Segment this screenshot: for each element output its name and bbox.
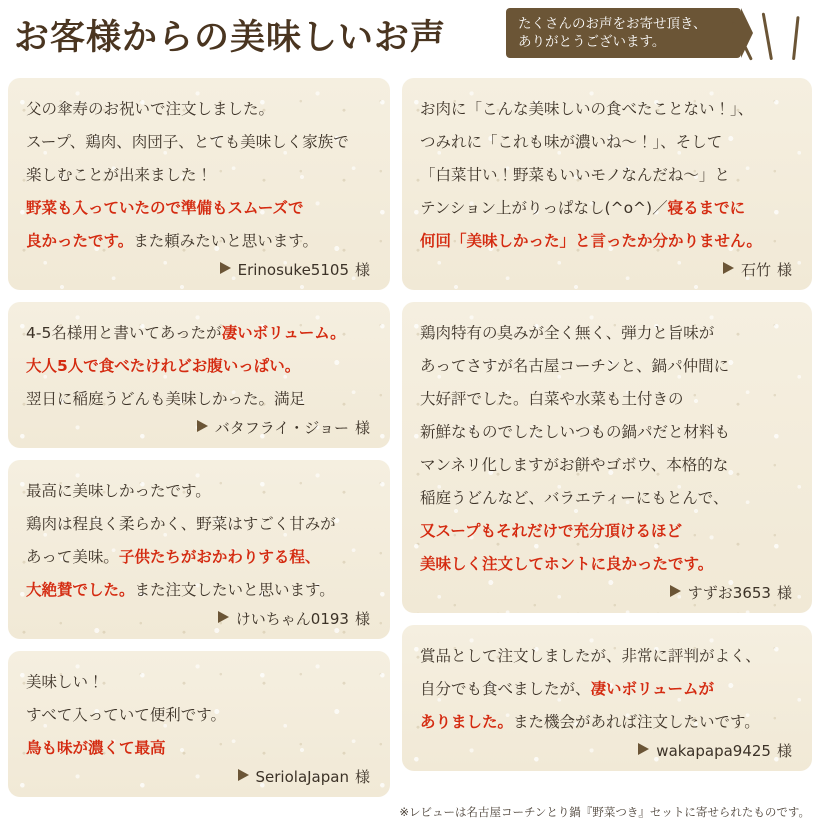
testimonial-card [8,78,390,290]
testimonial-line [420,641,794,672]
reviewer-signature [420,259,794,280]
highlighted-text: 子供たちがおかわりする程、 [118,548,321,566]
highlighted-text: 寝るまでに [667,199,746,217]
body-text: また注文したいと思います。 [134,581,335,599]
highlighted-text: 凄いボリューム。 [221,324,346,342]
reviewer-name-suffix: 様 [354,261,370,279]
reviewer-name: Erinosuke5105 [237,261,349,279]
testimonial-line [26,542,372,573]
body-text: 大好評でした。白菜や水菜も土付きの [420,390,684,408]
header-ribbon [506,8,741,58]
testimonial-line [420,674,794,705]
testimonial-card [402,302,812,613]
testimonial-line [420,127,794,158]
reviewer-signature [26,766,372,787]
body-text: 鶏肉は程良く柔らかく、野菜はすごく甘みが [26,515,336,533]
body-text: すべて入っていて便利です。 [26,706,226,724]
testimonial-line [26,509,372,540]
highlighted-text: 大絶賛でした。 [26,581,135,599]
testimonial-line [420,549,794,580]
ribbon-line-1: たくさんのお声をお寄せ頂き、 [518,16,707,32]
body-text: 美味しい！ [26,673,104,691]
highlighted-text: 美味しく注文してホントに良かったです。 [420,555,714,573]
body-text: つみれに「これも味が濃いね〜！」、そして [420,133,723,151]
testimonial-line [26,160,372,191]
body-text: 賞品として注文しましたが、非常に評判がよく、 [420,647,761,665]
page-title: お客様からの美味しいお声 [14,18,447,58]
body-text: また頼みたいと思います。 [133,232,319,250]
testimonials-page [0,4,820,824]
testimonial-line [420,417,794,448]
body-text: 楽しむことが出来ました！ [26,166,213,184]
body-text: あってさすが名古屋コーチンと、鍋パ仲間に [420,357,730,375]
body-text: 父の傘寿のお祝いで注文しました。 [26,100,275,118]
triangle-marker-icon [197,420,208,432]
reviewer-name: すずお3653 [687,584,771,602]
testimonial-line [420,351,794,382]
reviewer-name-suffix: 様 [776,261,792,279]
body-text: 最高に美味しかったです。 [26,482,211,500]
reviewer-name: wakapapa9425 [656,742,771,760]
body-text: 翌日に稲庭うどんも美味しかった。満足 [26,390,306,408]
body-text: 4-5名様用と書いてあったが [26,324,222,342]
decorative-lines-icon [746,8,808,60]
reviewer-signature [26,608,372,629]
testimonial-line [26,127,372,158]
testimonial-line [26,193,372,224]
testimonial-line [26,700,372,731]
body-text: 自分でも食べましたが、 [420,680,591,698]
highlighted-text: 野菜も入っていたので準備もスムーズで [26,199,304,217]
highlighted-text: 何回「美味しかった」と言ったか分かりません。 [420,232,762,250]
testimonial-line [420,384,794,415]
reviewer-name-suffix: 様 [354,768,370,786]
reviewer-name: バタフライ・ジョー [214,419,349,437]
reviewer-name: けいちゃん0193 [235,610,349,628]
footnote: ※レビューは名古屋コーチンとり鍋『野菜つき』セットに寄せられたものです。 [399,805,810,819]
triangle-marker-icon [638,743,649,755]
reviewer-name-suffix: 様 [776,584,792,602]
testimonial-line [26,94,372,125]
testimonial-line [26,351,372,382]
body-text: マンネリ化しますがお餅やゴボウ、本格的な [420,456,729,474]
testimonial-line [26,476,372,507]
testimonial-line [420,516,794,547]
highlighted-text: 鳥も味が濃くて最高 [26,739,166,757]
testimonial-line [26,384,372,415]
testimonial-line [26,318,372,349]
reviewer-signature [420,740,794,761]
reviewer-name-suffix: 様 [776,742,792,760]
triangle-marker-icon [220,262,231,274]
testimonial-line [420,483,794,514]
testimonial-line [420,450,794,481]
right-column [402,78,812,797]
highlighted-text: 又スープもそれだけで充分頂けるほど [420,522,682,540]
left-column [8,78,390,797]
page-header [4,4,816,66]
body-text: テンション上がりっぱなし(^o^)／ [420,199,668,217]
highlighted-text: 良かったです。 [26,232,134,250]
reviewer-name: SeriolaJapan [255,768,349,786]
testimonial-line [420,160,794,191]
testimonial-card [8,302,390,448]
testimonial-card [8,460,390,639]
reviewer-signature [420,582,794,603]
testimonial-line [420,226,794,257]
highlighted-text: ありました。 [420,713,514,731]
body-text: スープ、鶏肉、肉団子、とても美味しく家族で [26,133,349,151]
body-text: また機会があれば注文したいです。 [513,713,760,731]
triangle-marker-icon [723,262,734,274]
testimonial-line [26,575,372,606]
body-text: 鶏肉特有の臭みが全く無く、弾力と旨味が [420,324,715,342]
body-text: 稲庭うどんなど、バラエティーにもとんで、 [420,489,729,507]
testimonial-line [420,707,794,738]
testimonial-card [8,651,390,797]
testimonial-card [402,625,812,771]
triangle-marker-icon [218,611,229,623]
reviewer-name: 石竹 [740,261,771,279]
testimonial-line [420,193,794,224]
triangle-marker-icon [670,585,681,597]
testimonial-line [26,733,372,764]
testimonial-line [26,226,372,257]
testimonial-card [402,78,812,290]
highlighted-text: 凄いボリュームが [590,680,715,698]
testimonial-line [420,318,794,349]
ribbon-line-2: ありがとうございます。 [518,34,666,50]
testimonial-line [420,94,794,125]
testimonial-columns [8,78,812,797]
body-text: お肉に「こんな美味しいの食べたことない！」、 [420,100,754,118]
body-text: 「白菜甘い！野菜もいいモノなんだね〜」と [420,166,730,184]
reviewer-signature [26,259,372,280]
highlighted-text: 大人5人で食べたけれどお腹いっぱい。 [26,357,301,375]
reviewer-name-suffix: 様 [354,610,370,628]
body-text: 新鮮なものでしたしいつもの鍋パだと材料も [420,423,731,441]
body-text: あって美味。 [26,548,119,566]
reviewer-name-suffix: 様 [354,419,370,437]
testimonial-line [26,667,372,698]
reviewer-signature [26,417,372,438]
triangle-marker-icon [238,769,249,781]
